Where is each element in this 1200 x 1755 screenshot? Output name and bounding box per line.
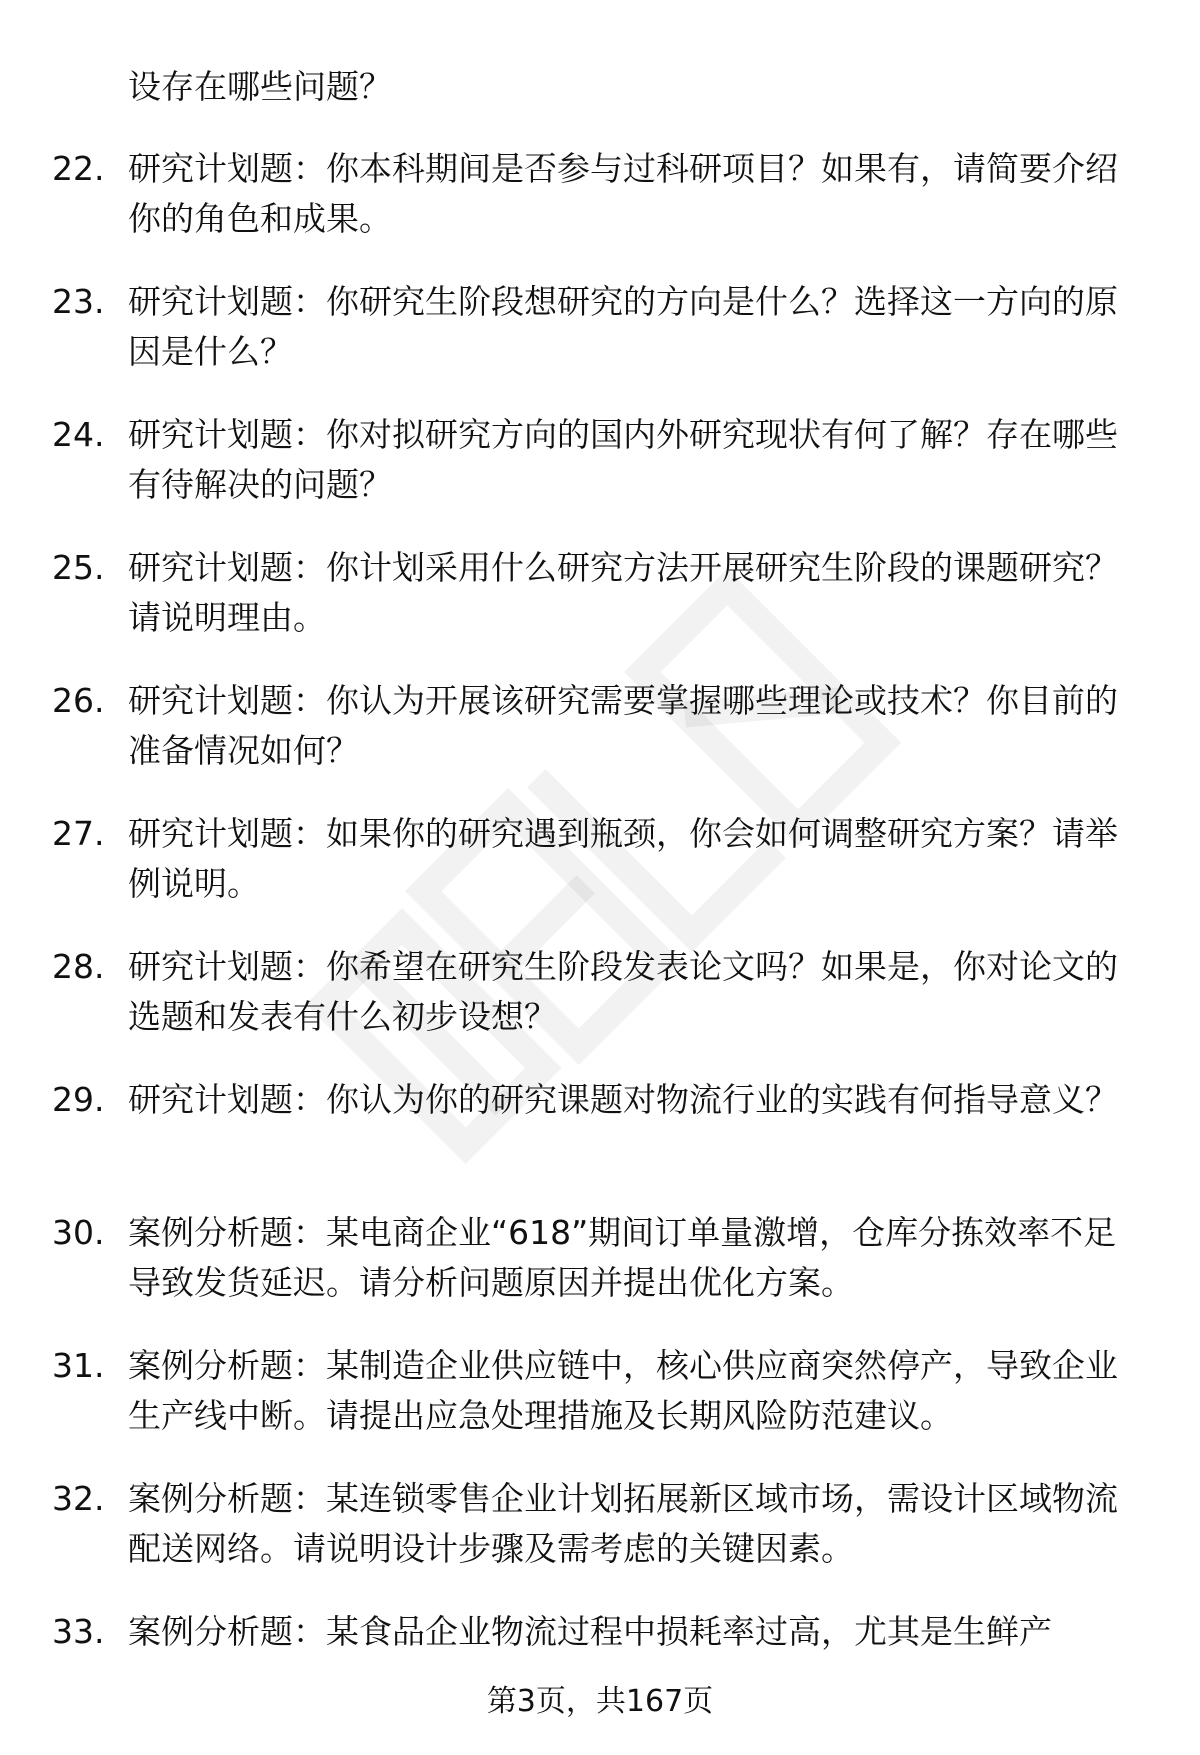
question-number: 31. xyxy=(52,1346,105,1385)
question-number: 28. xyxy=(52,947,105,986)
question-number: 27. xyxy=(52,814,105,853)
question-number: 30. xyxy=(52,1213,105,1252)
question-number: 23. xyxy=(52,282,105,321)
question-item xyxy=(0,543,1200,643)
question-item xyxy=(0,1341,1200,1441)
page-footer: 第3页，共167页 xyxy=(486,1684,714,1719)
question-text: 研究计划题：你希望在研究生阶段发表论文吗？如果是，你对论文的选题和发表有什么初步设想？ xyxy=(128,947,1118,1036)
question-text: 案例分析题：某制造企业供应链中，核心供应商突然停产，导致企业生产线中断。请提出应急处理措施及长期风险防范建议。 xyxy=(128,1346,1118,1435)
question-number: 33. xyxy=(52,1612,105,1651)
question-item xyxy=(0,144,1200,244)
question-number: 24. xyxy=(52,415,105,454)
question-number: 29. xyxy=(52,1080,105,1119)
question-text: 研究计划题：你认为开展该研究需要掌握哪些理论或技术？你目前的准备情况如何？ xyxy=(128,681,1118,770)
question-text: 研究计划题：你研究生阶段想研究的方向是什么？选择这一方向的原因是什么？ xyxy=(128,282,1118,371)
question-item xyxy=(0,1075,1200,1175)
question-text: 研究计划题：你本科期间是否参与过科研项目？如果有，请简要介绍你的角色和成果。 xyxy=(128,149,1118,238)
question-item xyxy=(0,277,1200,377)
question-text: 研究计划题：你认为你的研究课题对物流行业的实践有何指导意义？ xyxy=(128,1080,1118,1119)
question-text: 案例分析题：某食品企业物流过程中损耗率过高，尤其是生鲜产 xyxy=(128,1612,1052,1651)
continuation-text: 设存在哪些问题？ xyxy=(128,67,392,106)
question-number: 26. xyxy=(52,681,105,720)
question-list xyxy=(0,144,1200,1740)
question-text: 案例分析题：某连锁零售企业计划拓展新区域市场，需设计区域物流配送网络。请说明设计步骤及需考虑的关键因素。 xyxy=(128,1479,1118,1568)
question-text: 案例分析题：某电商企业“618”期间订单量激增，仓库分拣效率不足导致发货延迟。请分析问题原因并提出优化方案。 xyxy=(128,1213,1117,1302)
question-item xyxy=(0,942,1200,1042)
question-item xyxy=(0,1208,1200,1308)
question-number: 32. xyxy=(52,1479,105,1518)
question-item xyxy=(0,1474,1200,1574)
question-text: 研究计划题：你对拟研究方向的国内外研究现状有何了解？存在哪些有待解决的问题？ xyxy=(128,415,1118,504)
question-number: 22. xyxy=(52,149,105,188)
question-item xyxy=(0,410,1200,510)
question-number: 25. xyxy=(52,548,105,587)
question-text: 研究计划题：如果你的研究遇到瓶颈，你会如何调整研究方案？请举例说明。 xyxy=(128,814,1118,903)
question-item xyxy=(0,809,1200,909)
question-item xyxy=(0,676,1200,776)
question-text: 研究计划题：你计划采用什么研究方法开展研究生阶段的课题研究？请说明理由。 xyxy=(128,548,1118,637)
